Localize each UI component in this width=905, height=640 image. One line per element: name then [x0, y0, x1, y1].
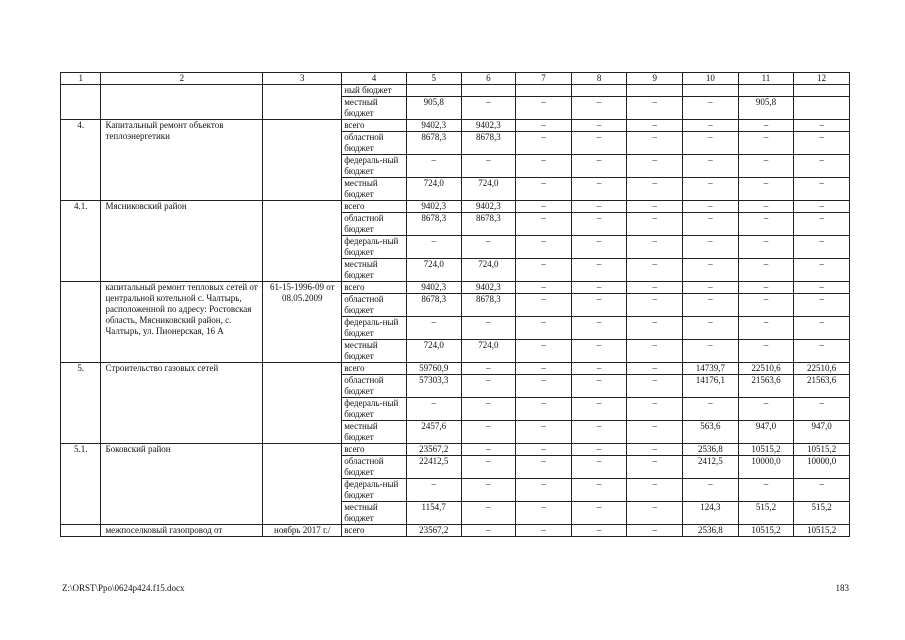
- budget-type: областной бюджет: [342, 294, 407, 317]
- amount-cell: –: [627, 120, 683, 132]
- item-name: [101, 85, 263, 120]
- amount-cell: –: [738, 236, 794, 259]
- amount-cell: –: [406, 479, 461, 502]
- amount-cell: –: [516, 340, 572, 363]
- amount-cell: –: [516, 525, 572, 537]
- column-header: 3: [263, 73, 342, 85]
- amount-cell: –: [571, 213, 627, 236]
- amount-cell: –: [516, 363, 572, 375]
- amount-cell: 2536,8: [683, 444, 739, 456]
- amount-cell: –: [683, 120, 739, 132]
- amount-cell: 8678,3: [406, 294, 461, 317]
- budget-type: областной бюджет: [342, 456, 407, 479]
- amount-cell: –: [516, 259, 572, 282]
- amount-cell: –: [461, 479, 516, 502]
- amount-cell: –: [571, 317, 627, 340]
- amount-cell: –: [571, 97, 627, 120]
- amount-cell: –: [794, 294, 850, 317]
- amount-cell: –: [794, 398, 850, 421]
- amount-cell: 23567,2: [406, 525, 461, 537]
- budget-type: федераль-ный бюджет: [342, 236, 407, 259]
- amount-cell: 21563,6: [738, 375, 794, 398]
- budget-type: ный бюджет: [342, 85, 407, 97]
- amount-cell: –: [627, 340, 683, 363]
- amount-cell: –: [516, 120, 572, 132]
- amount-cell: –: [627, 525, 683, 537]
- amount-cell: –: [627, 456, 683, 479]
- amount-cell: –: [627, 421, 683, 444]
- amount-cell: –: [794, 236, 850, 259]
- amount-cell: –: [571, 375, 627, 398]
- amount-cell: –: [516, 294, 572, 317]
- amount-cell: 905,8: [738, 97, 794, 120]
- amount-cell: –: [683, 178, 739, 201]
- amount-cell: –: [461, 444, 516, 456]
- amount-cell: 2536,8: [683, 525, 739, 537]
- amount-cell: –: [683, 294, 739, 317]
- amount-cell: –: [461, 236, 516, 259]
- item-name: Капитальный ремонт объектов теплоэнергетики: [101, 120, 263, 201]
- amount-cell: –: [738, 132, 794, 155]
- table-row: [61, 444, 850, 456]
- amount-cell: –: [683, 282, 739, 294]
- column-header: 1: [61, 73, 101, 85]
- amount-cell: 21563,6: [794, 375, 850, 398]
- amount-cell: –: [627, 294, 683, 317]
- amount-cell: 724,0: [461, 259, 516, 282]
- amount-cell: [794, 97, 850, 120]
- amount-cell: –: [794, 340, 850, 363]
- amount-cell: –: [406, 317, 461, 340]
- amount-cell: –: [516, 502, 572, 525]
- amount-cell: –: [461, 502, 516, 525]
- column-header: 4: [342, 73, 407, 85]
- amount-cell: –: [571, 363, 627, 375]
- amount-cell: –: [571, 502, 627, 525]
- amount-cell: 724,0: [406, 259, 461, 282]
- amount-cell: [627, 85, 683, 97]
- amount-cell: –: [627, 201, 683, 213]
- amount-cell: 22412,5: [406, 456, 461, 479]
- budget-type: федераль-ный бюджет: [342, 398, 407, 421]
- contract-info: 61-15-1996-09 от 08.05.2009: [263, 282, 342, 363]
- budget-type: всего: [342, 282, 407, 294]
- amount-cell: –: [516, 398, 572, 421]
- amount-cell: –: [571, 155, 627, 178]
- amount-cell: [461, 85, 516, 97]
- amount-cell: –: [627, 444, 683, 456]
- amount-cell: –: [627, 363, 683, 375]
- amount-cell: –: [516, 201, 572, 213]
- amount-cell: 724,0: [406, 340, 461, 363]
- amount-cell: 9402,3: [406, 282, 461, 294]
- contract-info: [263, 120, 342, 201]
- amount-cell: [738, 85, 794, 97]
- row-number: 5.1.: [61, 444, 101, 525]
- column-header: 6: [461, 73, 516, 85]
- amount-cell: –: [738, 282, 794, 294]
- table-row: [61, 120, 850, 132]
- amount-cell: 10000,0: [794, 456, 850, 479]
- amount-cell: 724,0: [461, 178, 516, 201]
- amount-cell: –: [794, 155, 850, 178]
- item-name: Строительство газовых сетей: [101, 363, 263, 444]
- amount-cell: –: [461, 363, 516, 375]
- amount-cell: –: [738, 178, 794, 201]
- amount-cell: 10515,2: [794, 525, 850, 537]
- amount-cell: –: [571, 132, 627, 155]
- amount-cell: –: [683, 201, 739, 213]
- budget-type: всего: [342, 363, 407, 375]
- budget-type: всего: [342, 120, 407, 132]
- amount-cell: –: [516, 213, 572, 236]
- row-number: 4.: [61, 120, 101, 201]
- amount-cell: 9402,3: [461, 120, 516, 132]
- amount-cell: –: [738, 120, 794, 132]
- amount-cell: –: [516, 421, 572, 444]
- amount-cell: –: [683, 236, 739, 259]
- amount-cell: –: [738, 155, 794, 178]
- amount-cell: –: [571, 236, 627, 259]
- amount-cell: 10515,2: [794, 444, 850, 456]
- budget-type: местный бюджет: [342, 421, 407, 444]
- contract-info: [263, 201, 342, 282]
- amount-cell: –: [627, 375, 683, 398]
- amount-cell: 22510,6: [738, 363, 794, 375]
- amount-cell: 2412,5: [683, 456, 739, 479]
- amount-cell: –: [571, 259, 627, 282]
- amount-cell: –: [461, 398, 516, 421]
- budget-type: областной бюджет: [342, 132, 407, 155]
- amount-cell: 8678,3: [406, 132, 461, 155]
- amount-cell: –: [627, 132, 683, 155]
- amount-cell: 10515,2: [738, 525, 794, 537]
- amount-cell: –: [516, 178, 572, 201]
- amount-cell: –: [461, 525, 516, 537]
- amount-cell: –: [738, 294, 794, 317]
- amount-cell: –: [683, 97, 739, 120]
- amount-cell: –: [683, 317, 739, 340]
- amount-cell: –: [794, 213, 850, 236]
- amount-cell: –: [627, 178, 683, 201]
- amount-cell: –: [461, 317, 516, 340]
- amount-cell: –: [794, 259, 850, 282]
- contract-info: [263, 85, 342, 120]
- row-number: 5.: [61, 363, 101, 444]
- amount-cell: –: [627, 97, 683, 120]
- budget-type: всего: [342, 201, 407, 213]
- item-name: Мясниковский район: [101, 201, 263, 282]
- amount-cell: –: [516, 282, 572, 294]
- column-header: 5: [406, 73, 461, 85]
- amount-cell: –: [738, 259, 794, 282]
- amount-cell: –: [406, 398, 461, 421]
- header-row: [61, 73, 850, 85]
- amount-cell: –: [627, 502, 683, 525]
- amount-cell: –: [738, 317, 794, 340]
- amount-cell: –: [516, 97, 572, 120]
- table-row: [61, 363, 850, 375]
- amount-cell: –: [794, 120, 850, 132]
- amount-cell: [406, 85, 461, 97]
- amount-cell: –: [683, 259, 739, 282]
- table-row: [61, 282, 850, 294]
- amount-cell: –: [738, 479, 794, 502]
- row-number: 4.1.: [61, 201, 101, 282]
- amount-cell: 9402,3: [461, 282, 516, 294]
- amount-cell: –: [516, 155, 572, 178]
- amount-cell: 515,2: [738, 502, 794, 525]
- amount-cell: –: [738, 340, 794, 363]
- amount-cell: –: [627, 155, 683, 178]
- row-number: [61, 525, 101, 537]
- budget-type: местный бюджет: [342, 259, 407, 282]
- item-name: межпоселковый газопровод от: [101, 525, 263, 537]
- amount-cell: 9402,3: [406, 120, 461, 132]
- amount-cell: –: [627, 317, 683, 340]
- amount-cell: –: [683, 479, 739, 502]
- amount-cell: 2457,6: [406, 421, 461, 444]
- amount-cell: –: [571, 444, 627, 456]
- amount-cell: 9402,3: [461, 201, 516, 213]
- amount-cell: –: [683, 340, 739, 363]
- document-path: Z:\ORST\Ppo\0624p424.f15.docx: [62, 583, 185, 593]
- amount-cell: 947,0: [794, 421, 850, 444]
- amount-cell: –: [461, 375, 516, 398]
- amount-cell: –: [461, 155, 516, 178]
- page-number: 183: [835, 583, 849, 593]
- amount-cell: 8678,3: [461, 132, 516, 155]
- amount-cell: 8678,3: [461, 294, 516, 317]
- amount-cell: [683, 85, 739, 97]
- amount-cell: 905,8: [406, 97, 461, 120]
- amount-cell: 8678,3: [461, 213, 516, 236]
- amount-cell: –: [516, 444, 572, 456]
- amount-cell: –: [794, 132, 850, 155]
- amount-cell: –: [516, 236, 572, 259]
- amount-cell: –: [683, 155, 739, 178]
- table-row: [61, 201, 850, 213]
- table-row: [61, 85, 850, 97]
- amount-cell: –: [571, 398, 627, 421]
- amount-cell: –: [571, 120, 627, 132]
- amount-cell: –: [461, 97, 516, 120]
- amount-cell: –: [461, 456, 516, 479]
- column-header: 2: [101, 73, 263, 85]
- column-header: 7: [516, 73, 572, 85]
- amount-cell: –: [683, 213, 739, 236]
- amount-cell: 124,3: [683, 502, 739, 525]
- amount-cell: –: [516, 479, 572, 502]
- amount-cell: –: [571, 340, 627, 363]
- row-number: [61, 85, 101, 120]
- amount-cell: –: [406, 236, 461, 259]
- amount-cell: –: [571, 479, 627, 502]
- amount-cell: –: [461, 421, 516, 444]
- amount-cell: 1154,7: [406, 502, 461, 525]
- amount-cell: 947,0: [738, 421, 794, 444]
- amount-cell: 23567,2: [406, 444, 461, 456]
- amount-cell: –: [571, 421, 627, 444]
- contract-info: [263, 444, 342, 525]
- amount-cell: –: [738, 398, 794, 421]
- amount-cell: –: [627, 479, 683, 502]
- budget-type: областной бюджет: [342, 213, 407, 236]
- amount-cell: 563,6: [683, 421, 739, 444]
- amount-cell: –: [516, 375, 572, 398]
- amount-cell: 59760,9: [406, 363, 461, 375]
- budget-type: местный бюджет: [342, 502, 407, 525]
- item-name: капитальный ремонт тепловых сетей от центральной котельной с. Чалтырь, расположенной по адресу: Ростовская область, Мясниковский район, с. Чалтырь, ул. Пионерская, 16 А: [101, 282, 263, 363]
- amount-cell: 515,2: [794, 502, 850, 525]
- budget-type: местный бюджет: [342, 97, 407, 120]
- amount-cell: –: [794, 201, 850, 213]
- amount-cell: –: [738, 201, 794, 213]
- amount-cell: 10515,2: [738, 444, 794, 456]
- amount-cell: –: [516, 132, 572, 155]
- column-header: 8: [571, 73, 627, 85]
- contract-info: [263, 363, 342, 444]
- amount-cell: [794, 85, 850, 97]
- amount-cell: –: [738, 213, 794, 236]
- amount-cell: –: [627, 398, 683, 421]
- budget-type: федераль-ный бюджет: [342, 155, 407, 178]
- amount-cell: –: [794, 479, 850, 502]
- amount-cell: 724,0: [461, 340, 516, 363]
- budget-type: областной бюджет: [342, 375, 407, 398]
- amount-cell: 14739,7: [683, 363, 739, 375]
- row-number: [61, 282, 101, 363]
- amount-cell: –: [627, 236, 683, 259]
- amount-cell: –: [516, 317, 572, 340]
- contract-info: ноябрь 2017 г./: [263, 525, 342, 537]
- amount-cell: –: [406, 155, 461, 178]
- amount-cell: –: [627, 213, 683, 236]
- amount-cell: 10000,0: [738, 456, 794, 479]
- column-header: 10: [683, 73, 739, 85]
- amount-cell: [571, 85, 627, 97]
- amount-cell: 724,0: [406, 178, 461, 201]
- amount-cell: 57303,3: [406, 375, 461, 398]
- column-header: 12: [794, 73, 850, 85]
- budget-type: федераль-ный бюджет: [342, 317, 407, 340]
- table-row: [61, 525, 850, 537]
- budget-type: местный бюджет: [342, 340, 407, 363]
- amount-cell: –: [571, 178, 627, 201]
- amount-cell: 8678,3: [406, 213, 461, 236]
- amount-cell: –: [571, 294, 627, 317]
- budget-type: местный бюджет: [342, 178, 407, 201]
- amount-cell: –: [571, 282, 627, 294]
- amount-cell: –: [571, 456, 627, 479]
- amount-cell: –: [683, 132, 739, 155]
- amount-cell: –: [794, 317, 850, 340]
- amount-cell: –: [571, 525, 627, 537]
- amount-cell: [516, 85, 572, 97]
- amount-cell: 14176,1: [683, 375, 739, 398]
- amount-cell: 22510,6: [794, 363, 850, 375]
- budget-type: федераль-ный бюджет: [342, 479, 407, 502]
- budget-type: всего: [342, 444, 407, 456]
- amount-cell: –: [516, 456, 572, 479]
- budget-table: [60, 72, 850, 537]
- budget-type: всего: [342, 525, 407, 537]
- amount-cell: –: [683, 398, 739, 421]
- column-header: 11: [738, 73, 794, 85]
- item-name: Боковский район: [101, 444, 263, 525]
- amount-cell: –: [571, 201, 627, 213]
- amount-cell: 9402,3: [406, 201, 461, 213]
- amount-cell: –: [627, 259, 683, 282]
- amount-cell: –: [794, 178, 850, 201]
- amount-cell: –: [794, 282, 850, 294]
- amount-cell: –: [627, 282, 683, 294]
- column-header: 9: [627, 73, 683, 85]
